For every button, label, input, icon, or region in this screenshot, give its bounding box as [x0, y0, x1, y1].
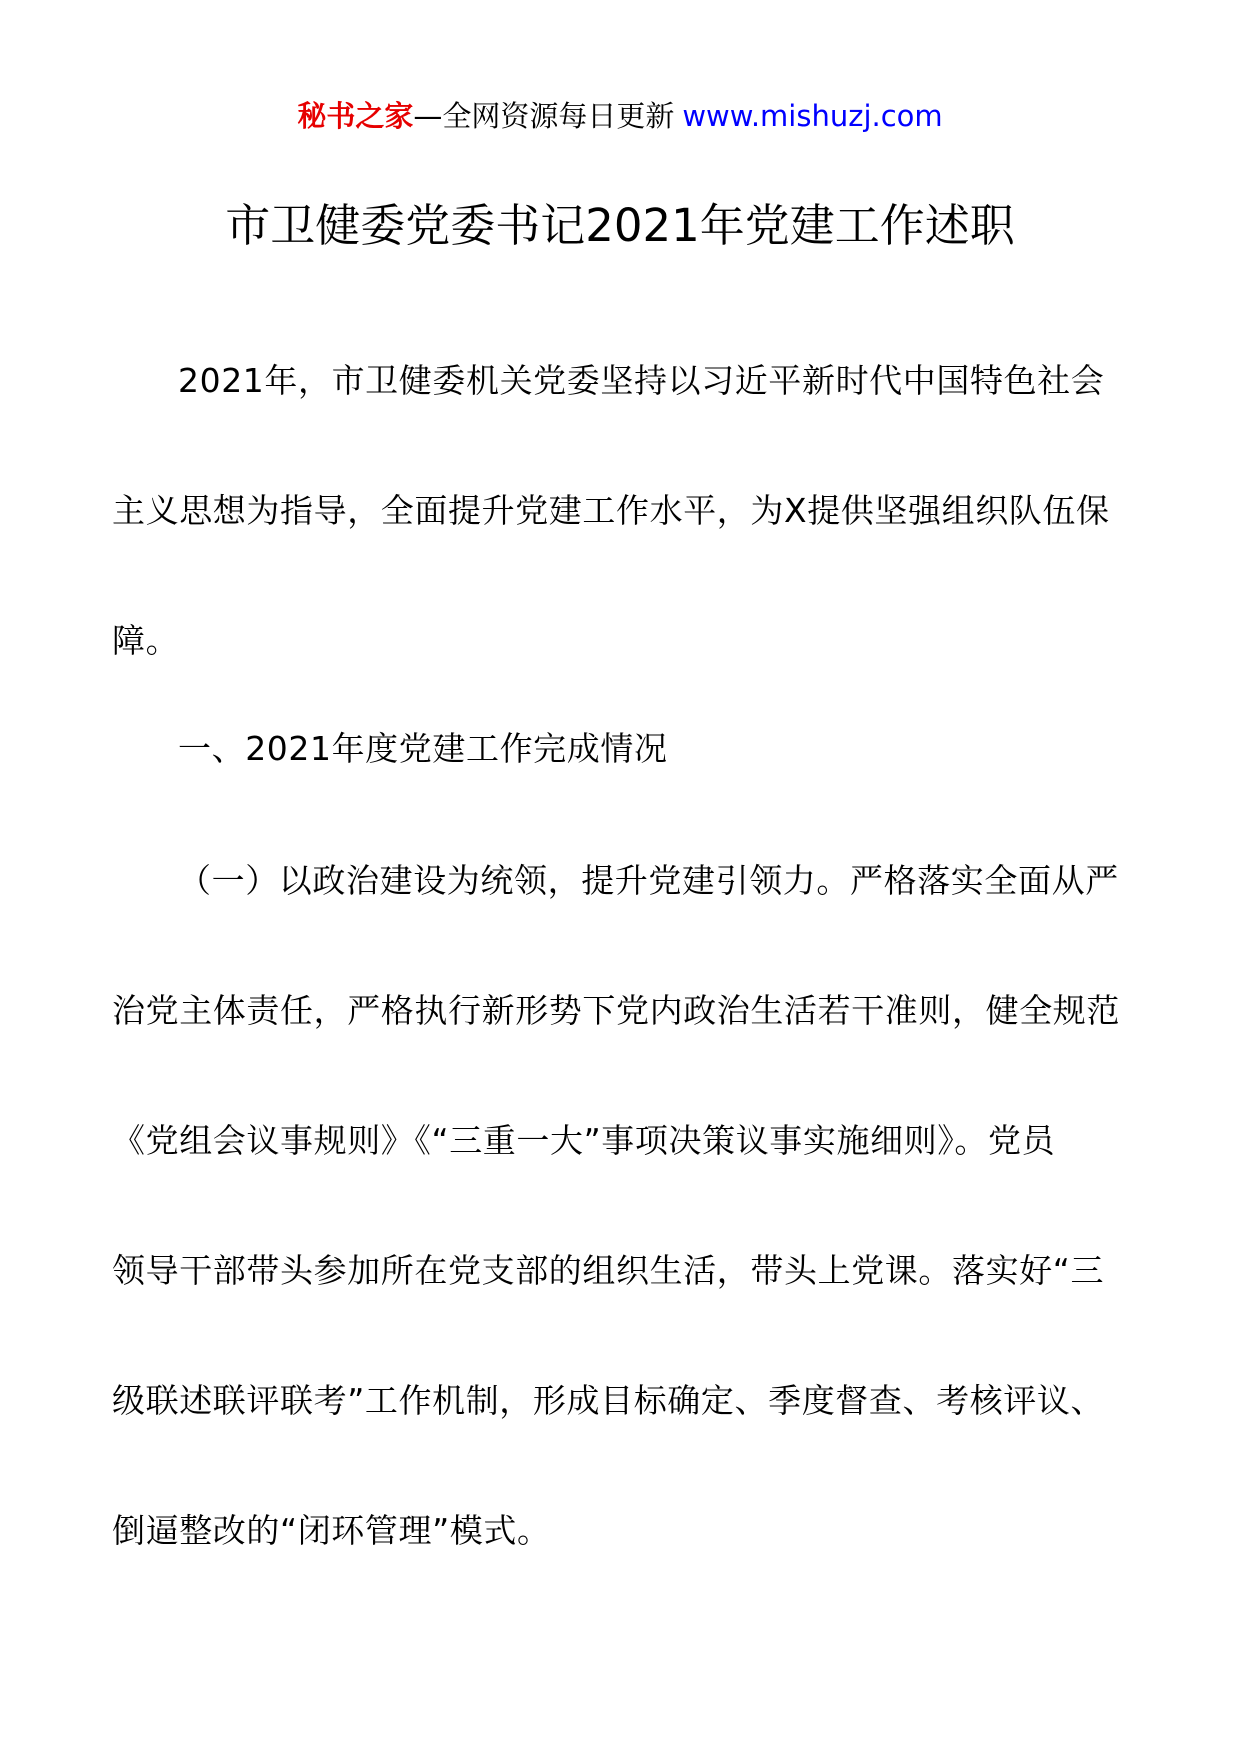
- paragraph-section-1: [112, 816, 1128, 1596]
- document-title: 市卫健委党委书记2021年党建工作述职: [225, 199, 1015, 252]
- watermark-header: [0, 96, 1240, 136]
- text-line: 倒逼整改的“闭环管理”模式。: [112, 1511, 551, 1550]
- site-link[interactable]: www.mishuzj.com: [682, 99, 943, 133]
- text-line: 2021年，市卫健委机关党委坚持以习近平新时代中国特色社会: [178, 361, 1105, 400]
- text-line: 领导干部带头参加所在党支部的组织生活，带头上党课。落实好“三: [112, 1251, 1105, 1290]
- paragraph-intro: [112, 316, 1128, 706]
- text-line: 治党主体责任，严格执行新形势下党内政治生活若干准则，健全规范: [112, 991, 1120, 1030]
- brand-name: 秘书之家: [297, 99, 414, 133]
- text-line: （一）以政治建设为统领，提升党建引领力。严格落实全面从严: [178, 861, 1119, 900]
- text-line: 《党组会议事规则》《“三重一大”事项决策议事实施细则》。党员: [112, 1121, 1056, 1160]
- brand-tagline: —全网资源每日更新: [413, 99, 675, 133]
- text-line: 一、2021年度党建工作完成情况: [178, 729, 668, 768]
- section-heading: [112, 684, 1128, 814]
- text-line: 级联述联评联考”工作机制，形成目标确定、季度督查、考核评议、: [112, 1381, 1105, 1420]
- text-line: 主义思想为指导，全面提升党建工作水平，为X提供坚强组织队伍保: [112, 491, 1110, 530]
- text-line: 障。: [112, 621, 180, 660]
